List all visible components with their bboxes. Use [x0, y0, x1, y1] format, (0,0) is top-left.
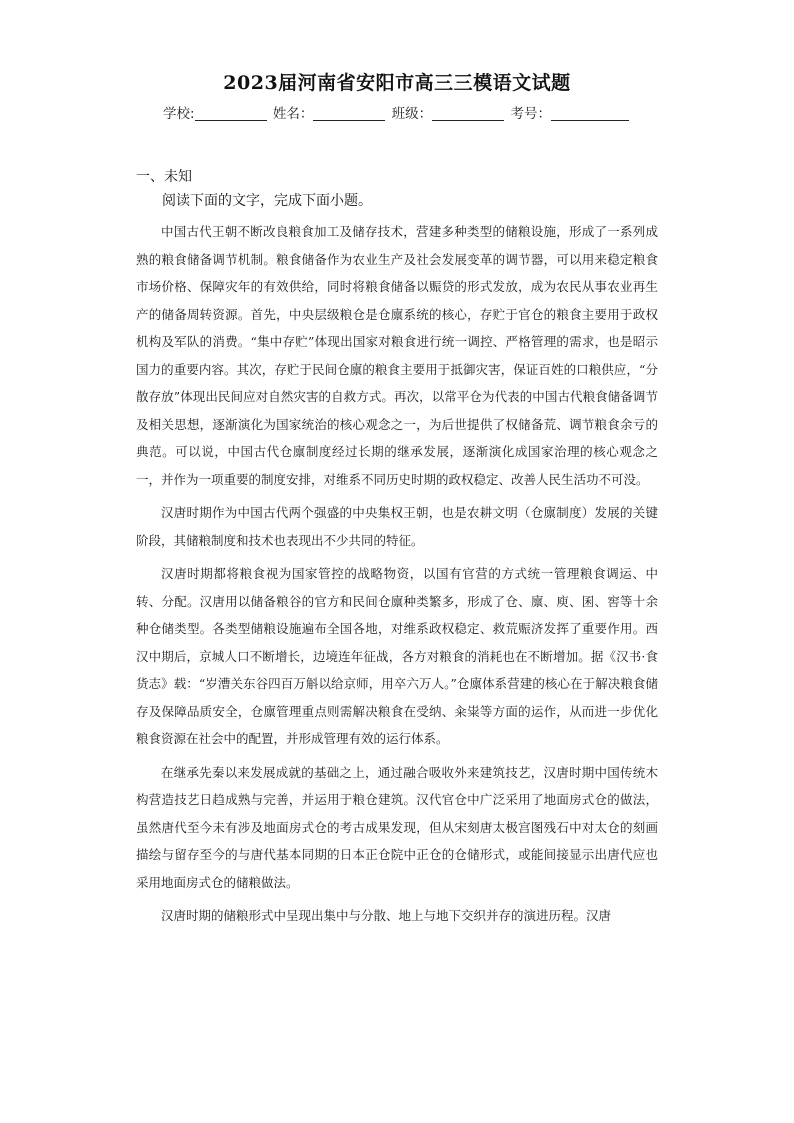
school-label: 学校: — [163, 106, 195, 122]
section-heading: 一、未知 — [136, 169, 192, 185]
number-blank — [551, 106, 629, 121]
reading-instruction: 阅读下面的文字，完成下面小题。 — [162, 193, 372, 209]
class-blank — [432, 106, 504, 121]
paragraph: 在继承先秦以来发展成就的基础之上，通过融合吸收外来建筑技艺，汉唐时期中国传统木构营造技艺日趋成熟与完善，并运用于粮仓建筑。汉代官仓中广泛采用了地面房式仓的做法，虽然唐代至今未有涉及地面房式仓的考古成果发现，但从宋刻唐太极宫图残石中对太仓的刻画描绘与留存至今的与唐代基本同期的日本正仓院中正仓的仓储形式，或能间接显示出唐代应也采用地面房式仓的储粮做法。 — [136, 764, 658, 890]
paragraph: 汉唐时期的储粮形式中呈现出集中与分散、地上与地下交织并存的演进历程。汉唐 — [161, 908, 612, 923]
class-label: 班级： — [391, 106, 433, 122]
passage-body — [136, 218, 658, 936]
exam-title: 2023届河南省安阳市高三三模语文试题 — [223, 72, 571, 94]
student-info-line — [0, 102, 794, 122]
name-label: 姓名： — [272, 106, 314, 122]
number-label: 考号： — [510, 106, 551, 122]
paragraph: 汉唐时期作为中国古代两个强盛的中央集权王朝，也是农耕文明（仓廪制度）发展的关键阶段，其储粮制度和技术也表现出不少共同的特征。 — [136, 505, 658, 548]
school-blank — [195, 106, 267, 121]
paragraph: 中国古代王朝不断改良粮食加工及储存技术，营建多种类型的储粮设施，形成了一系列成熟的粮食储备调节机制。粮食储备作为农业生产及社会发展变革的调节器，可以用来稳定粮食市场价格、保障灾年的有效供给，同时将粮食储备以赈贷的形式发放，成为农民从事农业再生产的储备周转资源。首先，中央层级粮仓是仓廪系统的核心，存贮于官仓的粮食主要用于政权机构及军队的消费。“集中存贮”体现出国家对粮食进行统一调控、严格管理的需求，也是昭示国力的重要内容。其次，存贮于民间仓廪的粮食主要用于抵御灾害，保证百姓的口粮供应，“分散存放”体现出民间应对自然灾害的自救方式。再次，以常平仓为代表的中国古代粮食储备调节及相关思想，逐渐演化为国家统治的核心观念之一，为后世提供了权储备荒、调节粮食余亏的典范。可以说，中国古代仓廪制度经过长期的继承发展，逐渐演化成国家治理的核心观念之一，并作为一项重要的制度安排，对维系不同历史时期的政权稳定、改善人民生活功不可没。 — [136, 224, 658, 487]
name-blank — [313, 106, 385, 121]
paragraph: 汉唐时期都将粮食视为国家管控的战略物资，以国有官营的方式统一管理粮食调运、中转、分配。汉唐用以储备粮谷的官方和民间仓廪种类繁多，形成了仓、廪、庾、囷、窖等十余种仓储类型。各类型储粮设施遍布全国各地，对维系政权稳定、救荒赈济发挥了重要作用。西汉中期后，京城人口不断增长，边境连年征战，各方对粮食的消耗也在不断增加。据《汉书·食货志》载：“岁漕关东谷四百万斛以给京师，用卒六万人。”仓廪体系营建的核心在于解决粮食储存及保障品质安全，仓廪管理重点则需解决粮食在受纳、籴粜等方面的运作，从而进一步优化粮食资源在社会中的配置，并形成管理有效的运行体系。 — [136, 566, 658, 746]
